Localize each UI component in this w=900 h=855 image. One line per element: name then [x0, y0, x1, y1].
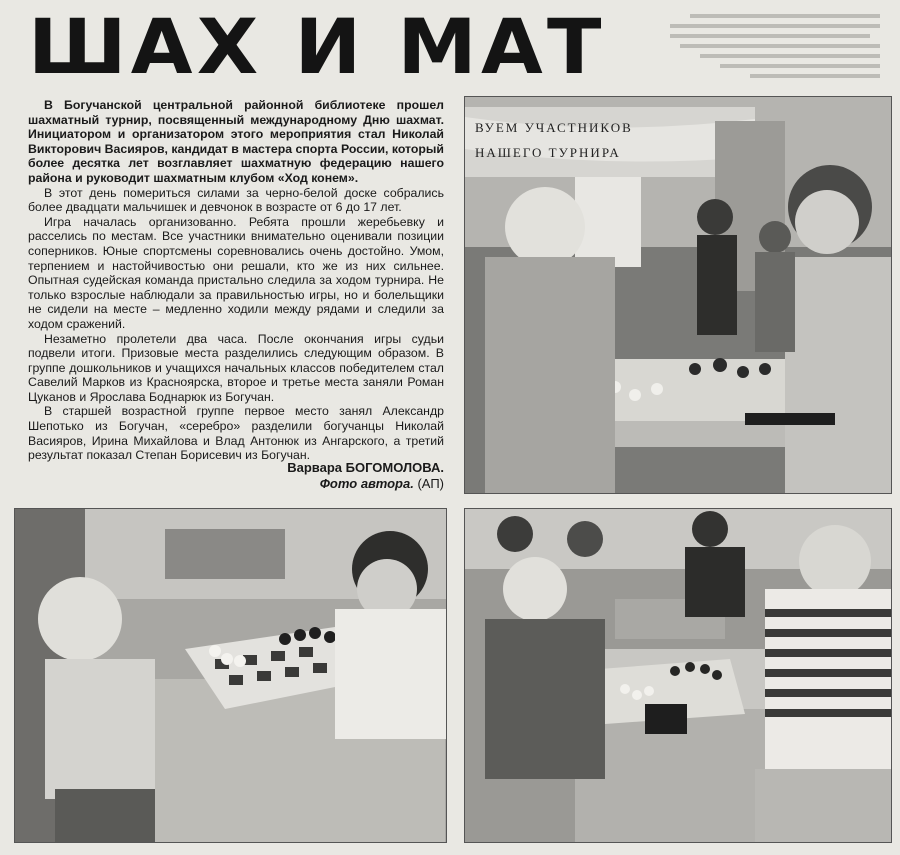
photo-two-boys-chess — [14, 508, 447, 843]
article-paragraph: Игра началась организованно. Ребята прошли жеребьевку и расселись по местам. Все участники внимательно оценивали позиции соперников. Юные спортсмены соревновались очень достойно. Умом, терпением и настойчивостью они решали, кто же из них сильнее. Опытная судейская команда пристально следила за ходом турнира. Не только взрослые наблюдали за правильностью игры, но и болельщики не сидели на месте – медленно ходили между рядами и следили за ходом сражений. — [28, 214, 444, 331]
article-lead: В Богучанской центральной районной библиотеке прошел шахматный турнир, посвященный международному Дню шахмат. Инициатором и организатором этого мероприятия стал Николай Викторович Васияров, кандидат в мастера спорта России, который более десятка лет возглавляет шахматную федерацию нашего района и руководит шахматным клубом «Ход конем». — [28, 98, 444, 185]
article-body — [28, 98, 444, 463]
headline: ШАХ И МАТ — [28, 2, 606, 91]
article-paragraph: В старшей возрастной группе первое место занял Александр Шепотько из Богучан, «серебро» разделили богучанцы Николай Васияров, Ирина Михайлова и Влад Антонюк из Ангарского, а третий результат показал Степан Борисевич из Богучан. — [28, 404, 444, 463]
photo-credit: Фото автора. — [319, 476, 414, 491]
agency-mark: (АП) — [417, 476, 444, 491]
photo-credit-line — [200, 476, 444, 492]
banner-line-2: НАШЕГО ТУРНИРА — [475, 145, 621, 160]
byline — [200, 460, 444, 492]
photo-coach-and-kids — [464, 508, 892, 843]
photo-tournament-hall — [464, 96, 892, 494]
article-paragraph: Незаметно пролетели два часа. После окончания игры судьи подвели итоги. Призовые места разделились следующим образом. В группе дошкольников и учащихся начальных классов победителем стал Савелий Марков из Красноярска, второе и третье места заняли Роман Цуканов и Ярослава Боднарюк из Богучан. — [28, 331, 444, 404]
author-name: Варвара БОГОМОЛОВА. — [287, 460, 444, 475]
article-paragraph: В этот день помериться силами за черно-белой доске собрались более двадцати мальчишек и девчонок в возрасте от 6 до 17 лет. — [28, 185, 444, 215]
banner-line-1: ВУЕМ УЧАСТНИКОВ — [475, 120, 633, 135]
bleed-through-text — [660, 6, 890, 96]
